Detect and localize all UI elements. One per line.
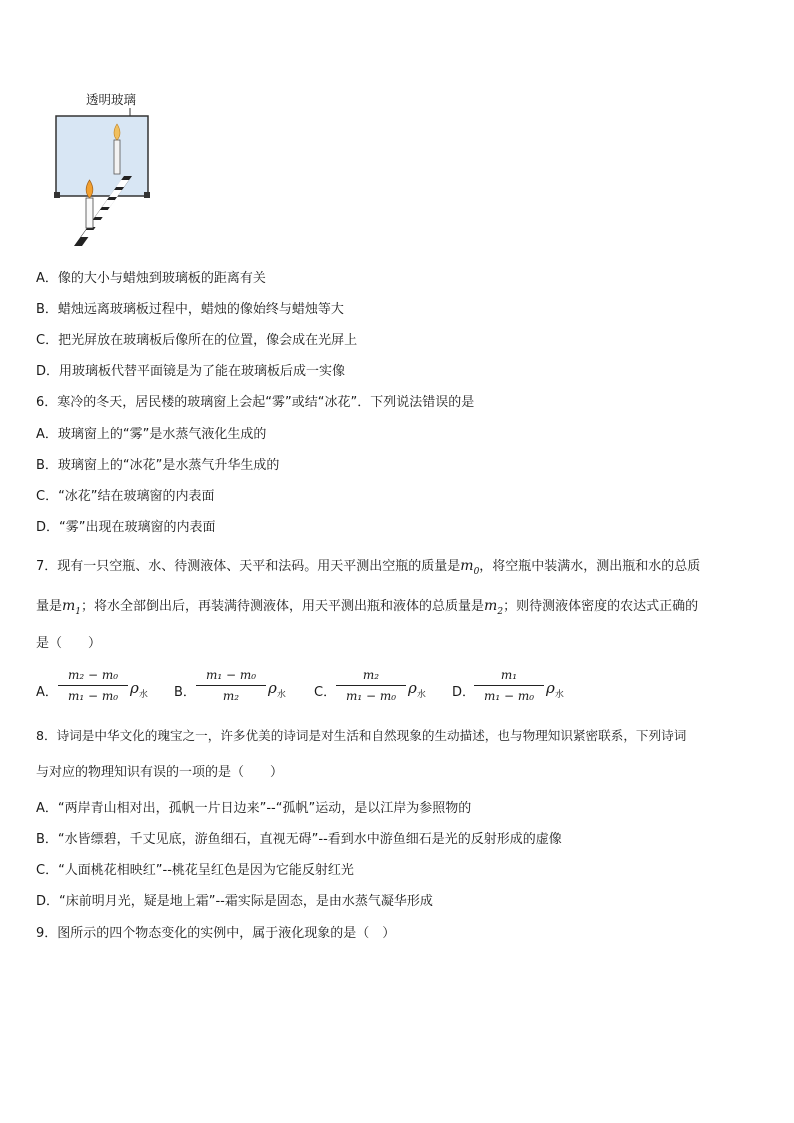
q5-option-c: C．把光屏放在玻璃板后像所在的位置，像会成在光屏上: [36, 333, 358, 348]
q5-option-a: A．像的大小与蜡烛到玻璃板的距离有关: [36, 271, 266, 286]
q8-stem-line2: 与对应的物理知识有误的一项的是（ ）: [36, 765, 284, 780]
rho-water: $\rho_水$: [268, 679, 286, 700]
q6-option-b: B．玻璃窗上的“冰花”是水蒸气升华生成的: [36, 458, 280, 473]
q6-option-a: A．玻璃窗上的“雾”是水蒸气液化生成的: [36, 427, 267, 442]
q8-stem-line1: 8．诗词是中华文化的瑰宝之一，许多优美的诗词是对生活和自然现象的生动描述，也与物理知识紧密联系，下列诗词: [36, 728, 687, 743]
q5-option-d: D．用玻璃板代替平面镜是为了能在玻璃板后成一实像: [36, 364, 346, 379]
var-m1: $m_1$: [62, 598, 82, 617]
q8-option-c: C．“人面桃花相映红”--桃花呈红色是因为它能反射红光: [36, 863, 354, 878]
var-m2: $m_2$: [484, 598, 504, 617]
formula-fraction: m₁ − m₀ m₂: [196, 667, 266, 704]
q8-option-a: A．“两岸青山相对出，孤帆一片日边来”--“孤帆”运动，是以江岸为参照物的: [36, 801, 472, 816]
q7-stem-line2: [36, 597, 698, 621]
rho-water: $\rho_水$: [546, 679, 564, 700]
q9-stem: 9．图所示的四个物态变化的实例中，属于液化现象的是（ ）: [36, 926, 396, 941]
q7-text: ；则待测液体密度的农达式正确的: [503, 599, 699, 614]
glass-plate-diagram: [50, 88, 160, 248]
formula-fraction: m₂ m₁ − m₀: [336, 667, 406, 704]
q8-option-b: B．“水皆缥碧，千丈见底，游鱼细石，直视无碍”--看到水中游鱼细石是光的反射形成的虚像: [36, 832, 562, 847]
q7-stem-line3: 是（ ）: [36, 636, 102, 651]
q6-stem: 6．寒冷的冬天，居民楼的玻璃窗上会起“雾”或结“冰花”．下列说法错误的是: [36, 395, 475, 410]
experiment-figure: [50, 88, 160, 248]
formula-fraction: m₂ − m₀ m₁ − m₀: [58, 667, 128, 704]
rho-water: $\rho_水$: [408, 679, 426, 700]
q6-option-d: D．“雾”出现在玻璃窗的内表面: [36, 520, 216, 535]
q5-option-b: B．蜡烛远离玻璃板过程中，蜡烛的像始终与蜡烛等大: [36, 302, 344, 317]
q7-text: ，将空瓶中装满水，测出瓶和水的总质: [479, 559, 701, 574]
q7-stem-line1: [36, 557, 700, 581]
formula-fraction: m₁ m₁ − m₀: [474, 667, 544, 704]
q7-text: ；将水全部倒出后，再装满待测液体，用天平测出瓶和液体的总质量是: [81, 599, 485, 614]
var-m0: $m_0$: [460, 558, 480, 577]
q8-option-d: D．“床前明月光，疑是地上霜”--霜实际是固态，是由水蒸气凝华形成: [36, 894, 433, 909]
q7-text: 7．现有一只空瓶、水、待测液体、天平和法码。用天平测出空瓶的质量是: [36, 559, 461, 574]
q6-option-c: C．“冰花”结在玻璃窗的内表面: [36, 489, 215, 504]
figure-label: 透明玻璃: [86, 92, 137, 107]
q7-text: 量是: [36, 599, 63, 614]
rho-water: $\rho_水$: [130, 679, 148, 700]
